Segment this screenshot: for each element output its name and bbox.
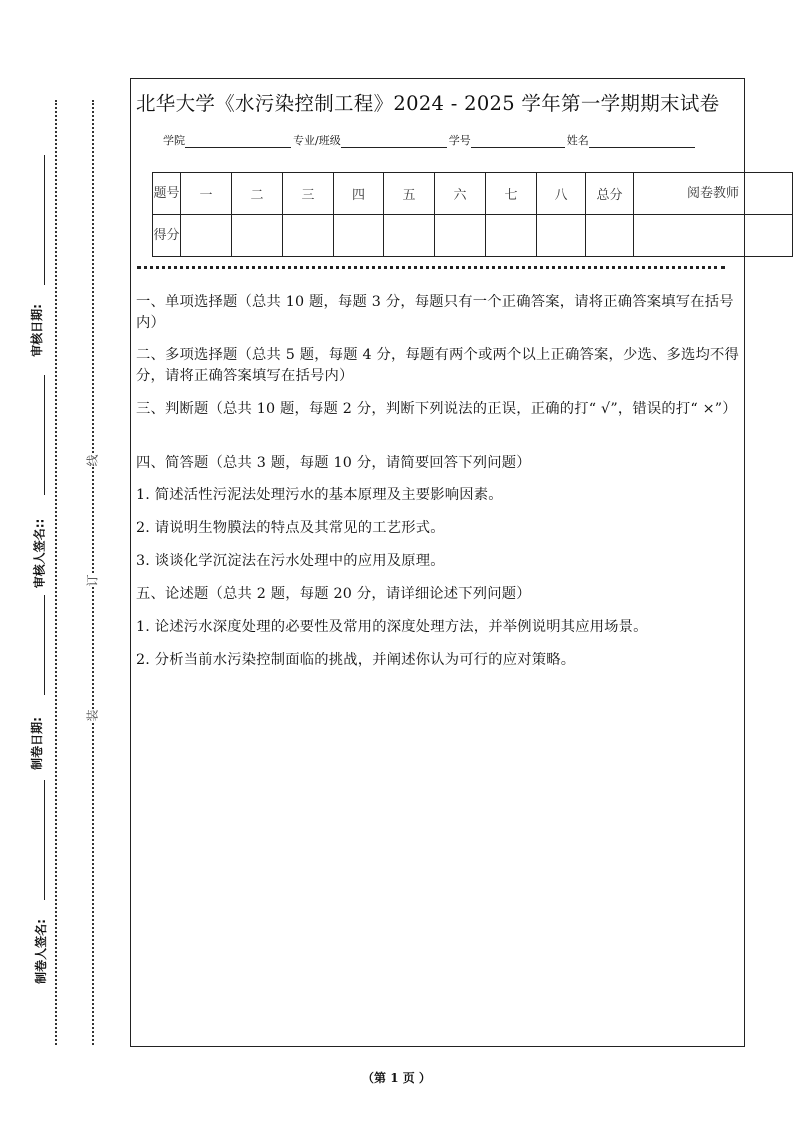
column-header: 一 — [181, 173, 232, 215]
question-number-label: 题号 — [153, 173, 181, 215]
question-item: 1. 论述污水深度处理的必要性及常用的深度处理方法，并举例说明其应用场景。 — [136, 619, 648, 635]
column-header: 阅卷教师 — [634, 173, 793, 215]
signature-line — [44, 155, 45, 285]
dotted-divider — [137, 266, 725, 269]
column-header: 总分 — [586, 173, 634, 215]
column-header: 三 — [283, 173, 334, 215]
student-id-field[interactable] — [471, 134, 565, 148]
section-heading: 五、论述题（总共 2 题，每题 20 分，请详细论述下列问题） — [136, 586, 531, 602]
score-label: 得分 — [153, 215, 181, 257]
section-heading: 一、单项选择题（总共 10 题，每题 3 分，每题只有一个正确答案，请将正确答案填写在括号内） — [136, 294, 734, 331]
column-header: 六 — [435, 173, 486, 215]
score-table — [152, 172, 793, 257]
signature-line — [44, 780, 45, 900]
score-cell[interactable] — [384, 215, 435, 257]
binding-mark-bind: 装 — [85, 709, 100, 722]
column-header: 七 — [486, 173, 537, 215]
section-heading: 四、简答题（总共 3 题，每题 10 分，请简要回答下列问题） — [136, 455, 531, 471]
question-number-row — [153, 173, 793, 215]
binding-mark-line: 线 — [85, 454, 100, 467]
exam-title: 北华大学《水污染控制工程》2024 - 2025 学年第一学期期末试卷 — [136, 92, 720, 115]
score-cell[interactable] — [232, 215, 283, 257]
major-class-field[interactable] — [341, 134, 447, 148]
binding-mark-order: 订 — [85, 574, 100, 587]
question-item: 3. 谈谈化学沉淀法在污水处理中的应用及原理。 — [136, 553, 445, 569]
student-id-label: 学号 — [448, 134, 471, 147]
score-cell[interactable] — [334, 215, 384, 257]
column-header: 四 — [334, 173, 384, 215]
signature-line — [44, 375, 45, 495]
score-cell[interactable] — [283, 215, 334, 257]
score-cell[interactable] — [537, 215, 586, 257]
name-field[interactable] — [589, 134, 695, 148]
binding-dotted-line-inner — [92, 100, 94, 1045]
student-info-row — [163, 132, 697, 148]
section-heading: 二、多项选择题（总共 5 题，每题 4 分，每题有两个或两个以上正确答案，少选、多选均不得分，请将正确答案填写在括号内） — [136, 347, 739, 384]
score-cell[interactable] — [586, 215, 634, 257]
name-label: 姓名 — [566, 134, 589, 147]
college-field[interactable] — [185, 134, 291, 148]
section-heading: 三、判断题（总共 10 题，每题 2 分，判断下列说法的正误，正确的打“ √”，错误的打“ ×”） — [136, 401, 737, 417]
question-item: 2. 请说明生物膜法的特点及其常见的工艺形式。 — [136, 520, 445, 536]
major-class-label: 专业/班级 — [293, 134, 341, 147]
page-number: （第 1 页 ） — [362, 1071, 431, 1085]
column-header: 五 — [384, 173, 435, 215]
college-label: 学院 — [163, 134, 185, 147]
column-header: 八 — [537, 173, 586, 215]
reviewer-signature-label: 审核人签名:: — [32, 518, 47, 589]
score-cell[interactable] — [181, 215, 232, 257]
column-header: 二 — [232, 173, 283, 215]
signature-line — [44, 595, 45, 695]
binding-dotted-line-outer — [55, 100, 57, 1045]
compile-date-label: 制卷日期: — [29, 717, 44, 770]
question-item: 1. 简述活性污泥法处理污水的基本原理及主要影响因素。 — [136, 487, 503, 503]
score-cell[interactable] — [486, 215, 537, 257]
compiler-signature-label: 制卷人签名: — [33, 919, 48, 984]
question-item: 2. 分析当前水污染控制面临的挑战，并阐述你认为可行的应对策略。 — [136, 652, 576, 668]
score-cell[interactable] — [435, 215, 486, 257]
review-date-label: 审核日期: — [29, 304, 44, 357]
score-cell[interactable] — [634, 215, 793, 257]
score-row — [153, 215, 793, 257]
